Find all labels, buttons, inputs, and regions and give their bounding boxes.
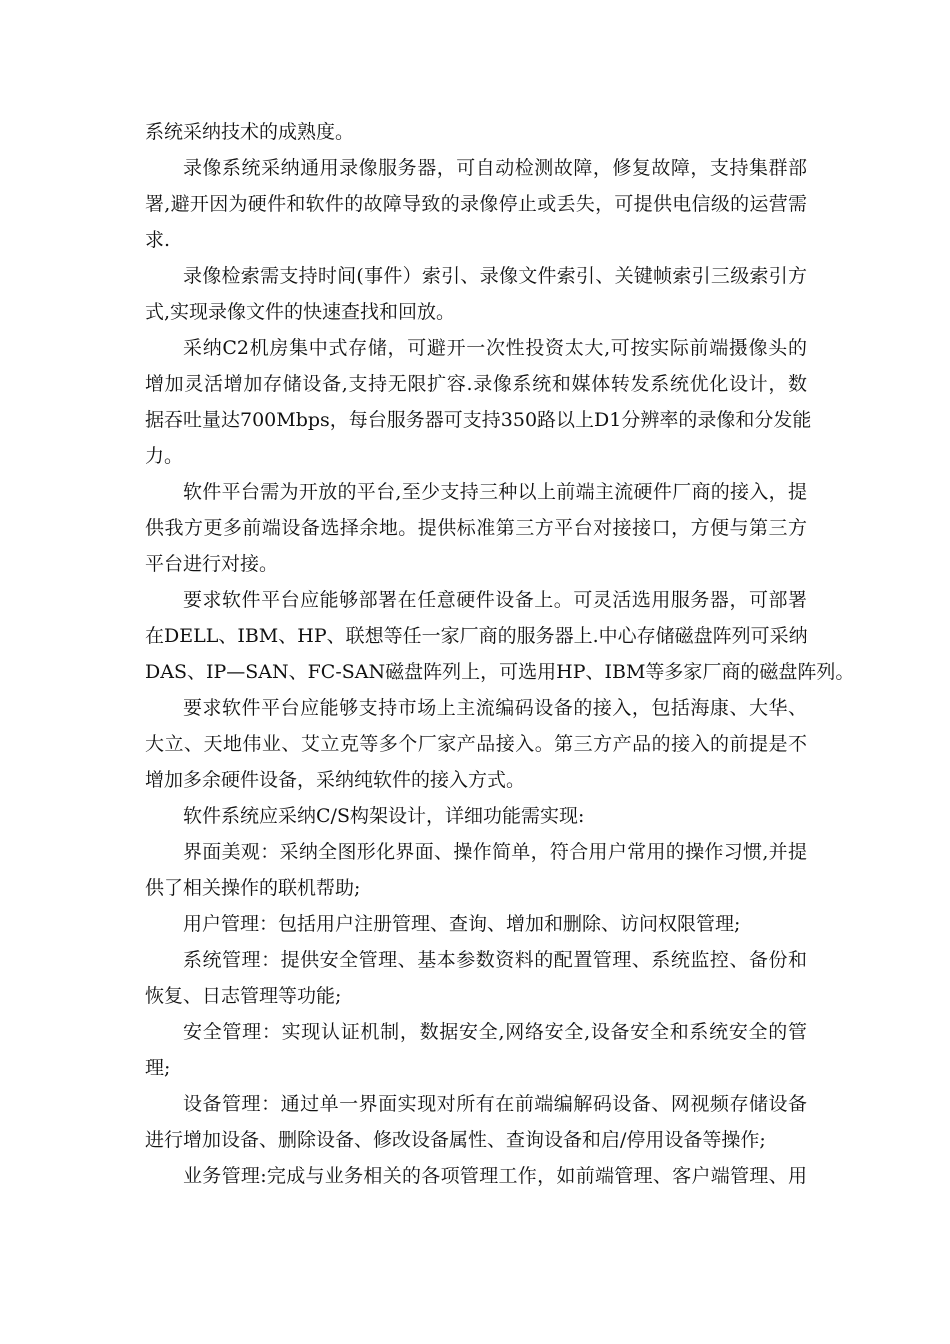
paragraph — [145, 1158, 807, 1194]
paragraph-line: DAS、IP—SAN、FC-SAN磁盘阵列上，可选用HP、IBM等多家厂商的磁盘阵列。 — [145, 661, 855, 683]
paragraph-line: 式,实现录像文件的快速查找和回放。 — [145, 301, 456, 323]
paragraph-line: 平台进行对接。 — [145, 553, 279, 575]
paragraph-line: 供我方更多前端设备选择余地。提供标准第三方平台对接接口，方便与第三方 — [145, 517, 807, 539]
paragraph — [145, 690, 807, 798]
paragraph-line: 界面美观：采纳全图形化界面、操作简单，符合用户常用的操作习惯,并提 — [183, 841, 807, 863]
paragraph-line: 据吞吐量达700Mbps，每台服务器可支持350路以上D1分辨率的录像和分发能 — [145, 409, 812, 431]
paragraph — [145, 258, 807, 330]
paragraph-line: 增加灵活增加存储设备,支持无限扩容.录像系统和媒体转发系统优化设计，数 — [145, 373, 807, 395]
paragraph — [145, 1086, 807, 1158]
paragraph-line: 恢复、日志管理等功能; — [145, 985, 342, 1007]
paragraph-line: 用户管理：包括用户注册管理、查询、增加和删除、访问权限管理; — [183, 913, 741, 935]
paragraph — [145, 942, 807, 1014]
paragraph-line: 进行增加设备、删除设备、修改设备属性、查询设备和启/停用设备等操作; — [145, 1129, 766, 1151]
paragraph-line: 录像系统采纳通用录像服务器，可自动检测故障，修复故障，支持集群部 — [183, 157, 807, 179]
paragraph — [145, 114, 807, 150]
paragraph-line: 设备管理：通过单一界面实现对所有在前端编解码设备、网视频存储设备 — [183, 1093, 807, 1115]
paragraph-line: 要求软件平台应能够支持市场上主流编码设备的接入，包括海康、大华、 — [183, 697, 807, 719]
paragraph-line: 业务管理:完成与业务相关的各项管理工作，如前端管理、客户端管理、用 — [183, 1165, 807, 1187]
paragraph-line: 力。 — [145, 445, 184, 467]
paragraph-line: 理; — [145, 1057, 171, 1079]
paragraph — [145, 1014, 807, 1086]
paragraph-line: 大立、天地伟业、艾立克等多个厂家产品接入。第三方产品的接入的前提是不 — [145, 733, 807, 755]
document-body — [145, 114, 855, 1194]
paragraph — [145, 330, 812, 474]
paragraph-line: 软件平台需为开放的平台,至少支持三种以上前端主流硬件厂商的接入，提 — [183, 481, 807, 503]
paragraph — [145, 906, 807, 942]
paragraph-line: 采纳C2机房集中式存储，可避开一次性投资太大,可按实际前端摄像头的 — [183, 337, 807, 359]
paragraph-line: 在DELL、IBM、HP、联想等任一家厂商的服务器上.中心存储磁盘阵列可采纳 — [145, 625, 808, 647]
paragraph-line: 增加多余硬件设备，采纳纯软件的接入方式。 — [145, 769, 526, 791]
paragraph — [145, 474, 807, 582]
paragraph — [145, 150, 807, 258]
paragraph-line: 署,避开因为硬件和软件的故障导致的录像停止或丢失，可提供电信级的运营需 — [145, 193, 807, 215]
paragraph-line: 系统采纳技术的成熟度。 — [145, 121, 355, 143]
paragraph-line: 软件系统应采纳C/S构架设计，详细功能需实现: — [183, 805, 585, 827]
paragraph — [145, 798, 807, 834]
paragraph-line: 安全管理：实现认证机制，数据安全,网络安全,设备安全和系统安全的管 — [183, 1021, 807, 1043]
paragraph-line: 供了相关操作的联机帮助; — [145, 877, 361, 899]
paragraph-line: 系统管理：提供安全管理、基本参数资料的配置管理、系统监控、备份和 — [183, 949, 807, 971]
paragraph — [145, 834, 807, 906]
paragraph-line: 求. — [145, 229, 171, 251]
paragraph — [145, 582, 855, 690]
paragraph-line: 录像检索需支持时间(事件）索引、录像文件索引、关键帧索引三级索引方 — [183, 265, 807, 287]
paragraph-line: 要求软件平台应能够部署在任意硬件设备上。可灵活选用服务器，可部署 — [183, 589, 807, 611]
